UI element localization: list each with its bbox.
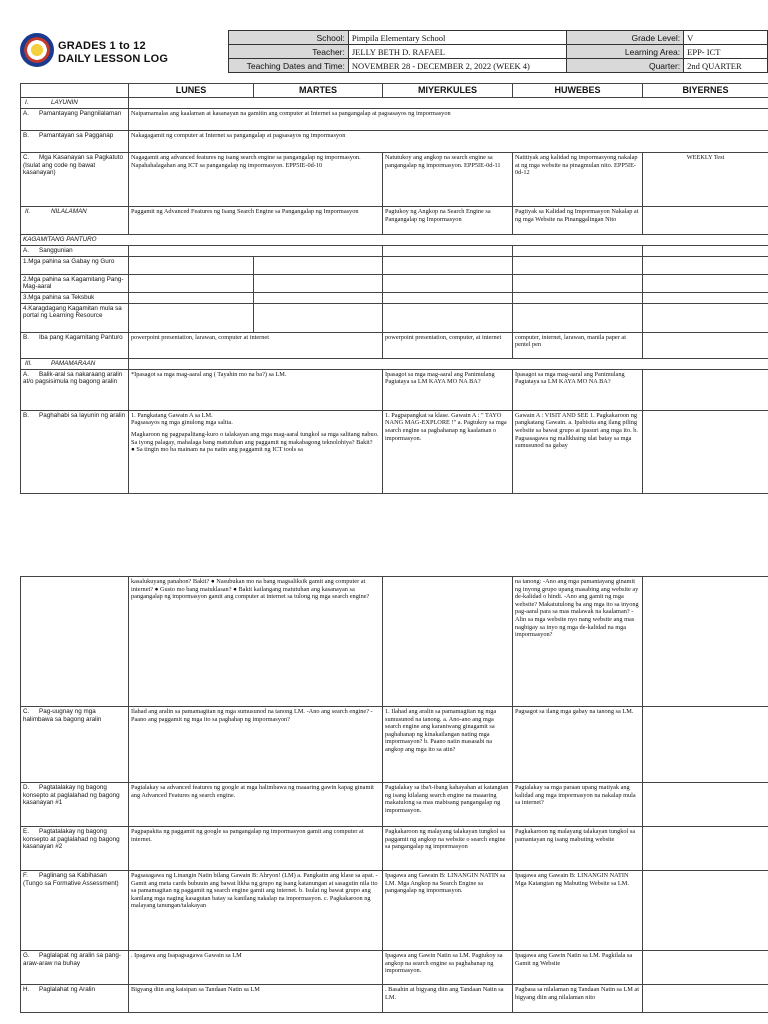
empty-cell bbox=[129, 292, 254, 303]
row-label-pagtatalakay-2 bbox=[21, 827, 129, 871]
grade-label: Grade Level: bbox=[566, 31, 684, 45]
title-line-1: GRADES 1 to 12 bbox=[58, 40, 146, 52]
empty-cell bbox=[643, 303, 768, 332]
empty-cell bbox=[254, 256, 383, 274]
row-label-gabay-ng-guro: 1.Mga pahina sa Gabay ng Guro bbox=[21, 256, 129, 274]
paghahabi-lunes-continued: kasalukuyang panahon? Bakit? ● Nasubukan mo na bang magsaliksik gamit ang computer at internet? ● Gusto mo bang matuklasan? ● Bakit kailangang matutuhan ang kasanayan sa pangangalap ng impormasyon gamit ang computer at internet sa tulong ng mga search engine? bbox=[129, 577, 383, 707]
day-header-martes: MARTES bbox=[254, 84, 383, 98]
row-label-sanggunian bbox=[21, 245, 129, 256]
row-number: D. bbox=[23, 784, 30, 791]
empty-cell bbox=[643, 369, 768, 410]
empty-cell bbox=[643, 292, 768, 303]
row-label-text: Mga Kasanayan sa Pagkatuto (Isulat ang code ng bawat kasanayan) bbox=[23, 154, 124, 177]
paglalapat-miyerkules: Ipagawa ang Gawin Natin sa LM. Pagtukoy sa angkop na search engine sa paghahanap ng impormasyon. bbox=[383, 951, 513, 985]
empty-cell bbox=[643, 951, 768, 985]
pagtatalakay-2-huwebes: Pagkakaroon ng malayang talakayan tungkol sa pamantayan ng isang mabuting website bbox=[513, 827, 643, 871]
dll-header bbox=[20, 30, 768, 76]
kasanayan-huwebes: Natitiyak ang kalidad ng impormasyong nakalap at ng mga website na pinagmulan nito. EPP5IE-0d-12 bbox=[513, 153, 643, 207]
title-line-2: DAILY LESSON LOG bbox=[58, 53, 169, 65]
row-number: G. bbox=[23, 952, 30, 959]
section-label: NILALAMAN bbox=[51, 208, 87, 215]
empty-cell bbox=[129, 98, 768, 109]
section-label: LAYUNIN bbox=[51, 99, 78, 106]
empty-cell bbox=[643, 871, 768, 951]
section-number: III. bbox=[25, 359, 32, 367]
empty-cell bbox=[254, 303, 383, 332]
empty-cell bbox=[643, 783, 768, 827]
row-number: C. bbox=[23, 708, 30, 715]
kasanayan-lunes: Nagagamit ang advanced features ng isang search engine sa pangangalap ng impormasyon. Napahahalagahan ang ICT sa pangangalap ng impormasyon. EPP5IE-0d-10 bbox=[129, 153, 383, 207]
row-label-pag-uugnay bbox=[21, 707, 129, 783]
paghahabi-lunes-line: 1. Pangkatang Gawain A sa LM. bbox=[131, 411, 213, 419]
row-label-learning-resource: 4.Karagdagang Kagamitan mula sa portal ng Learning Resource bbox=[21, 303, 129, 332]
teacher-value: JELLY BETH D. RAFAEL bbox=[348, 45, 566, 59]
row-label-text: Sanggunian bbox=[39, 246, 73, 254]
balik-aral-lunes: *Ipasagot sa mga mag-aaral ang ( Tayahin mo na ba?) sa LM. bbox=[129, 369, 383, 410]
row-label-text: Pagtatalakay ng bagong konsepto at paglalahad ng bagong kasanayan #2 bbox=[23, 828, 120, 851]
teacher-label: Teacher: bbox=[229, 45, 349, 59]
row-number: F. bbox=[23, 872, 28, 879]
school-label: School: bbox=[229, 31, 349, 45]
empty-cell bbox=[129, 256, 254, 274]
paglalahat-miyerkules: . Basahin at bigyang diin ang Tandaan Natin sa LM. bbox=[383, 985, 513, 1013]
corner-cell bbox=[21, 84, 129, 98]
empty-cell bbox=[513, 292, 643, 303]
paglalahat-lunes: Bigyang diin ang kaisipan sa Tandaan Natin sa LM bbox=[129, 985, 383, 1013]
paglinang-miyerkules: Ipagawa ang Gawain B: LINANGIN NATIN sa LM. Mga Angkop na Search Engine sa pangangalap ng impormasyon. bbox=[383, 871, 513, 951]
empty-cell bbox=[643, 245, 768, 256]
pag-uugnay-lunes: Ilahad ang aralin sa pamamagitan ng mga sumusunod na tanong LM. -Ano ang search engine? -Paano ang paggamit ng mga ito sa paghahap ng impormasyon? bbox=[129, 707, 383, 783]
pag-uugnay-huwebes: Pagsagot sa ilang mga gabay na tanong sa LM. bbox=[513, 707, 643, 783]
section-kagamitang-panturo: KAGAMITANG PANTURO bbox=[21, 235, 768, 246]
row-label-kasanayan bbox=[21, 153, 129, 207]
row-label-text: Paglinang sa Kabihasan (Tungo sa Formative Assessment) bbox=[23, 872, 119, 887]
empty-cell bbox=[643, 274, 768, 292]
day-header-huwebes: HUWEBES bbox=[513, 84, 643, 98]
pag-uugnay-miyerkules: 1. Ilahad ang aralin sa pamamagitan ng mga sumusunod na tanong. a. Ano-ano ang mga search engine ang karaniwang ginagamit sa paghahanap ng kinakailangan nating mga impormasyon? b. Paano natin masasabi na angkop ang mga ito sa atin? bbox=[383, 707, 513, 783]
section-nilalaman bbox=[21, 207, 129, 235]
paglalahat-huwebes: Pagbasa sa nilalaman ng Tandaan Natin sa LM at bigyang diin ang nilalaman nito bbox=[513, 985, 643, 1013]
nilalaman-miyerkules: Pagtukoy ng Angkop na Search Engine sa Pangangalap ng Impormasyon bbox=[383, 207, 513, 235]
row-label-teksbuk: 3.Mga pahina sa Teksbuk bbox=[21, 292, 129, 303]
row-label-paglalahat bbox=[21, 985, 129, 1013]
row-label-pamantayang-pangnilalaman bbox=[21, 109, 129, 131]
row-label-text: Paglalahat ng Aralin bbox=[39, 986, 96, 993]
empty-cell bbox=[254, 274, 383, 292]
empty-cell bbox=[383, 256, 513, 274]
kasanayan-miyerkules: Natutukoy ang angkop na search engine sa pangangalap ng impormasyon. EPP5IE-0d-11 bbox=[383, 153, 513, 207]
empty-cell bbox=[513, 245, 643, 256]
paglalapat-lunes: . Ipagawa ang Isapagsagawa Gawain sa LM bbox=[129, 951, 383, 985]
row-number: C. bbox=[23, 154, 30, 161]
empty-cell bbox=[643, 827, 768, 871]
dates-label: Teaching Dates and Time: bbox=[229, 59, 349, 73]
empty-cell bbox=[383, 292, 513, 303]
pamantayan-sa-pagganap-text: Nakagagamit ng computer at Internet sa pangangalap at pagsasayos ng impormasyon bbox=[129, 131, 768, 153]
pagtatalakay-1-lunes: Pagtalakay sa advanced features ng google at mga halimbawa ng maaaring gawin kapag ginamit ang Advanced Features ng search engine. bbox=[129, 783, 383, 827]
empty-cell bbox=[643, 332, 768, 358]
paghahabi-lunes-line: Magkaroon ng pagpapalitang-kuro o talakayan ang mga mag-aaral tungkol sa mga salitang nabuo. bbox=[131, 430, 379, 438]
empty-cell bbox=[129, 358, 768, 369]
empty-cell bbox=[643, 256, 768, 274]
empty-cell bbox=[129, 245, 383, 256]
paghahabi-miyerkules: 1. Pagpapangkat sa klase. Gawain A : " TAYO NANG MAG-EXPLORE !" a. Pagtukoy sa mga search engine sa paghahanap ng kaalaman o impormasyon. bbox=[383, 410, 513, 493]
empty-cell bbox=[643, 985, 768, 1013]
section-layunin bbox=[21, 98, 129, 109]
empty-cell bbox=[643, 577, 768, 707]
pagtatalakay-2-miyerkules: Pagkakaroon ng malayang talakayan tungkol sa paggamit ng angkop na website o search engine sa pangangalap ng impormasyon bbox=[383, 827, 513, 871]
row-label-text: Pag-uugnay ng mga halimbawa sa bagong aralin bbox=[23, 708, 102, 723]
day-header-biyernes: BIYERNES bbox=[643, 84, 768, 98]
row-label-pamantayan-sa-pagganap bbox=[21, 131, 129, 153]
paghahabi-huwebes: Gawain A : VISIT AND SEE 1. Pagkakaroon ng pangkatang Gawain. a. Ipabisita ang ilang piling website sa bawat grupo at ipasuri ang mga ito. b. Pagsasagawa ng malikhaing ulat batay sa mga sumusunod na gabay bbox=[513, 410, 643, 493]
row-label-balik-aral bbox=[21, 369, 129, 410]
row-number: B. bbox=[23, 411, 29, 419]
paghahabi-lunes-line: Pagsasayos ng mga ginulong mga salita. bbox=[131, 419, 233, 427]
row-label-paghahabi bbox=[21, 410, 129, 493]
row-number: A. bbox=[23, 110, 29, 117]
paghahabi-lunes bbox=[129, 410, 383, 493]
quarter-value: 2nd QUARTER bbox=[684, 59, 768, 73]
paghahabi-lunes-line: ● Sa tingin mo ba mainam na pa natin ang paggamit ng ICT tools sa bbox=[131, 446, 303, 454]
pagtatalakay-1-huwebes: Pagtalakay sa mga paraan upang matiyak ang kalidad ang mga impormasyon na nakalap mula sa internet? bbox=[513, 783, 643, 827]
row-label-text: Pamantayang Pangnilalaman bbox=[39, 110, 122, 117]
row-number: H. bbox=[23, 986, 30, 993]
iba-pang-kagamitan-miyerkules: powerpoint presentation, computer, at internet bbox=[383, 332, 513, 358]
pagtatalakay-2-lunes: Pagpapakita ng paggamit ng google sa pangangalap ng impormasyon gamit ang computer at internet. bbox=[129, 827, 383, 871]
row-number: A. bbox=[23, 246, 29, 254]
continuation-label-cell bbox=[21, 577, 129, 707]
dll-title bbox=[58, 40, 168, 66]
iba-pang-kagamitan-huwebes: computer, internet, larawan, manila paper at pentel pen bbox=[513, 332, 643, 358]
row-label-paglinang bbox=[21, 871, 129, 951]
balik-aral-miyerkules: Ipasagot sa mga mag-aaral ang Panimulang Pagtataya sa LM KAYA MO NA BA? bbox=[383, 369, 513, 410]
iba-pang-kagamitan-lunes: powerpoint presentation, larawan, computer at internet bbox=[129, 332, 383, 358]
section-number: II. bbox=[25, 208, 31, 215]
row-label-iba-pang-kagamitan bbox=[21, 332, 129, 358]
section-pamamaraan bbox=[21, 358, 129, 369]
deped-seal-icon bbox=[20, 33, 54, 67]
empty-cell bbox=[513, 303, 643, 332]
row-label-pagtatalakay-1 bbox=[21, 783, 129, 827]
pamantayang-pangnilalaman-text: Naipamamalas ang kaalaman at kasanayan na gamitin ang computer at Internet sa pangangalap at pagsasayos ng impormasyon bbox=[129, 109, 768, 131]
lesson-table-page-2 bbox=[20, 576, 768, 1013]
empty-cell bbox=[383, 274, 513, 292]
row-number: B. bbox=[23, 132, 29, 139]
empty-cell bbox=[513, 256, 643, 274]
area-value: EPP- ICT bbox=[684, 45, 768, 59]
empty-cell bbox=[129, 274, 254, 292]
empty-cell bbox=[383, 303, 513, 332]
area-label: Learning Area: bbox=[566, 45, 684, 59]
info-table bbox=[228, 30, 768, 73]
paghahabi-lunes-line: Sa iyong palagay, mahalaga bang matutuhan ang paggamit ng makabagong teknolohiya? Bakit? bbox=[131, 438, 373, 446]
balik-aral-huwebes: Ipasagot sa mga mag-aaral ang Panimulang Pagtataya sa LM KAYA MO NA BA? bbox=[513, 369, 643, 410]
row-label-text: Paghahabi sa layunin ng aralin bbox=[39, 411, 126, 419]
paglalapat-huwebes: Ipagawa ang Gawin Natin sa LM. Pagkilala sa Gamit ng Website bbox=[513, 951, 643, 985]
grade-value: V bbox=[684, 31, 768, 45]
nilalaman-lunes: Paggamit ng Advanced Features ng Isang Search Engine sa Pangangalap ng Impormasyon bbox=[129, 207, 383, 235]
row-label-kagamitang-mag-aaral: 2.Mga pahina sa Kagamitang Pang-Mag-aaral bbox=[21, 274, 129, 292]
paglinang-huwebes: Ipagawa ang Gawain B: LINANGIN NATIN Mga Katangian ng Mabuting Website sa LM. bbox=[513, 871, 643, 951]
row-label-text: Balik-aral sa nakaraang aralin at/o pagsisimula ng bagong aralin bbox=[23, 370, 123, 386]
section-number: I. bbox=[25, 99, 29, 106]
day-header-lunes: LUNES bbox=[129, 84, 254, 98]
empty-cell bbox=[383, 577, 513, 707]
kasanayan-biyernes: WEEKLY Test bbox=[643, 153, 768, 207]
row-label-paglalapat bbox=[21, 951, 129, 985]
section-label: PAMAMARAAN bbox=[51, 359, 96, 367]
dates-value: NOVEMBER 28 - DECEMBER 2, 2022 (WEEK 4) bbox=[348, 59, 566, 73]
school-value: Pimpila Elementary School bbox=[348, 31, 566, 45]
pagtatalakay-1-miyerkules: Pagtalakay sa iba't-ibang kahayahan at katangian ng isang kilalang search engine na maaaring makatulong sa mas mabisang pangangalap ng impormasyon. bbox=[383, 783, 513, 827]
row-number: A. bbox=[23, 370, 29, 378]
row-number: B. bbox=[23, 333, 29, 341]
empty-cell bbox=[513, 274, 643, 292]
row-label-text: Pagtatalakay ng bagong konsepto at paglalahad ng bagong kasanayan #1 bbox=[23, 784, 120, 807]
empty-cell bbox=[383, 245, 513, 256]
row-label-text: Pamantayan sa Pagganap bbox=[39, 132, 114, 139]
row-number: E. bbox=[23, 828, 29, 835]
paghahabi-huwebes-continued: na tanong: -Ano ang mga pamantayang ginamit ng inyong grupo upang masabing ang website ay de-kalidad o hindi. -Ano ang gamit ng mga website? Makatutulong ba ang mga ito sa inyong pag-aaral para sa mas malawak na kaalaman? -Alin sa mga website nyo nang website ang mas nagbigay sa inyo ng mga de-kalidad na mga impormasyon? bbox=[513, 577, 643, 707]
empty-cell bbox=[129, 303, 254, 332]
paglinang-lunes: Pagsasagawa ng Linangin Natin bilang Gawain B: Ahryon! (LM) a. Pangkatin ang klase sa apat. - Gamit ang meta cards bubuuin ang bawat likha ng grupo ng isang katanungan at sasagutin nila ito sa pamamagitan ng paggamit ng search engine gamit ang internet. b. Isulat ng bawat grupo ang kanilang mga naging kasagutan batay sa kanilang nakalap na impormasyon. c. Pagkakaroon ng malayang tanungan/talakayan bbox=[129, 871, 383, 951]
empty-cell bbox=[643, 410, 768, 493]
row-label-text: Paglalapat ng aralin sa pang-araw-araw na buhay bbox=[23, 952, 121, 967]
quarter-label: Quarter: bbox=[566, 59, 684, 73]
nilalaman-biyernes bbox=[643, 207, 768, 235]
row-label-text: Iba pang Kagamitang Panturo bbox=[39, 333, 123, 341]
nilalaman-huwebes: Pagtiyak sa Kalidad ng Impormasyon Nakalap at ng mga Website na Pinanggalingan Nito bbox=[513, 207, 643, 235]
day-header-miyerkules: MIYERKULES bbox=[383, 84, 513, 98]
empty-cell bbox=[643, 707, 768, 783]
lesson-table-page-1 bbox=[20, 83, 768, 494]
empty-cell bbox=[254, 292, 383, 303]
